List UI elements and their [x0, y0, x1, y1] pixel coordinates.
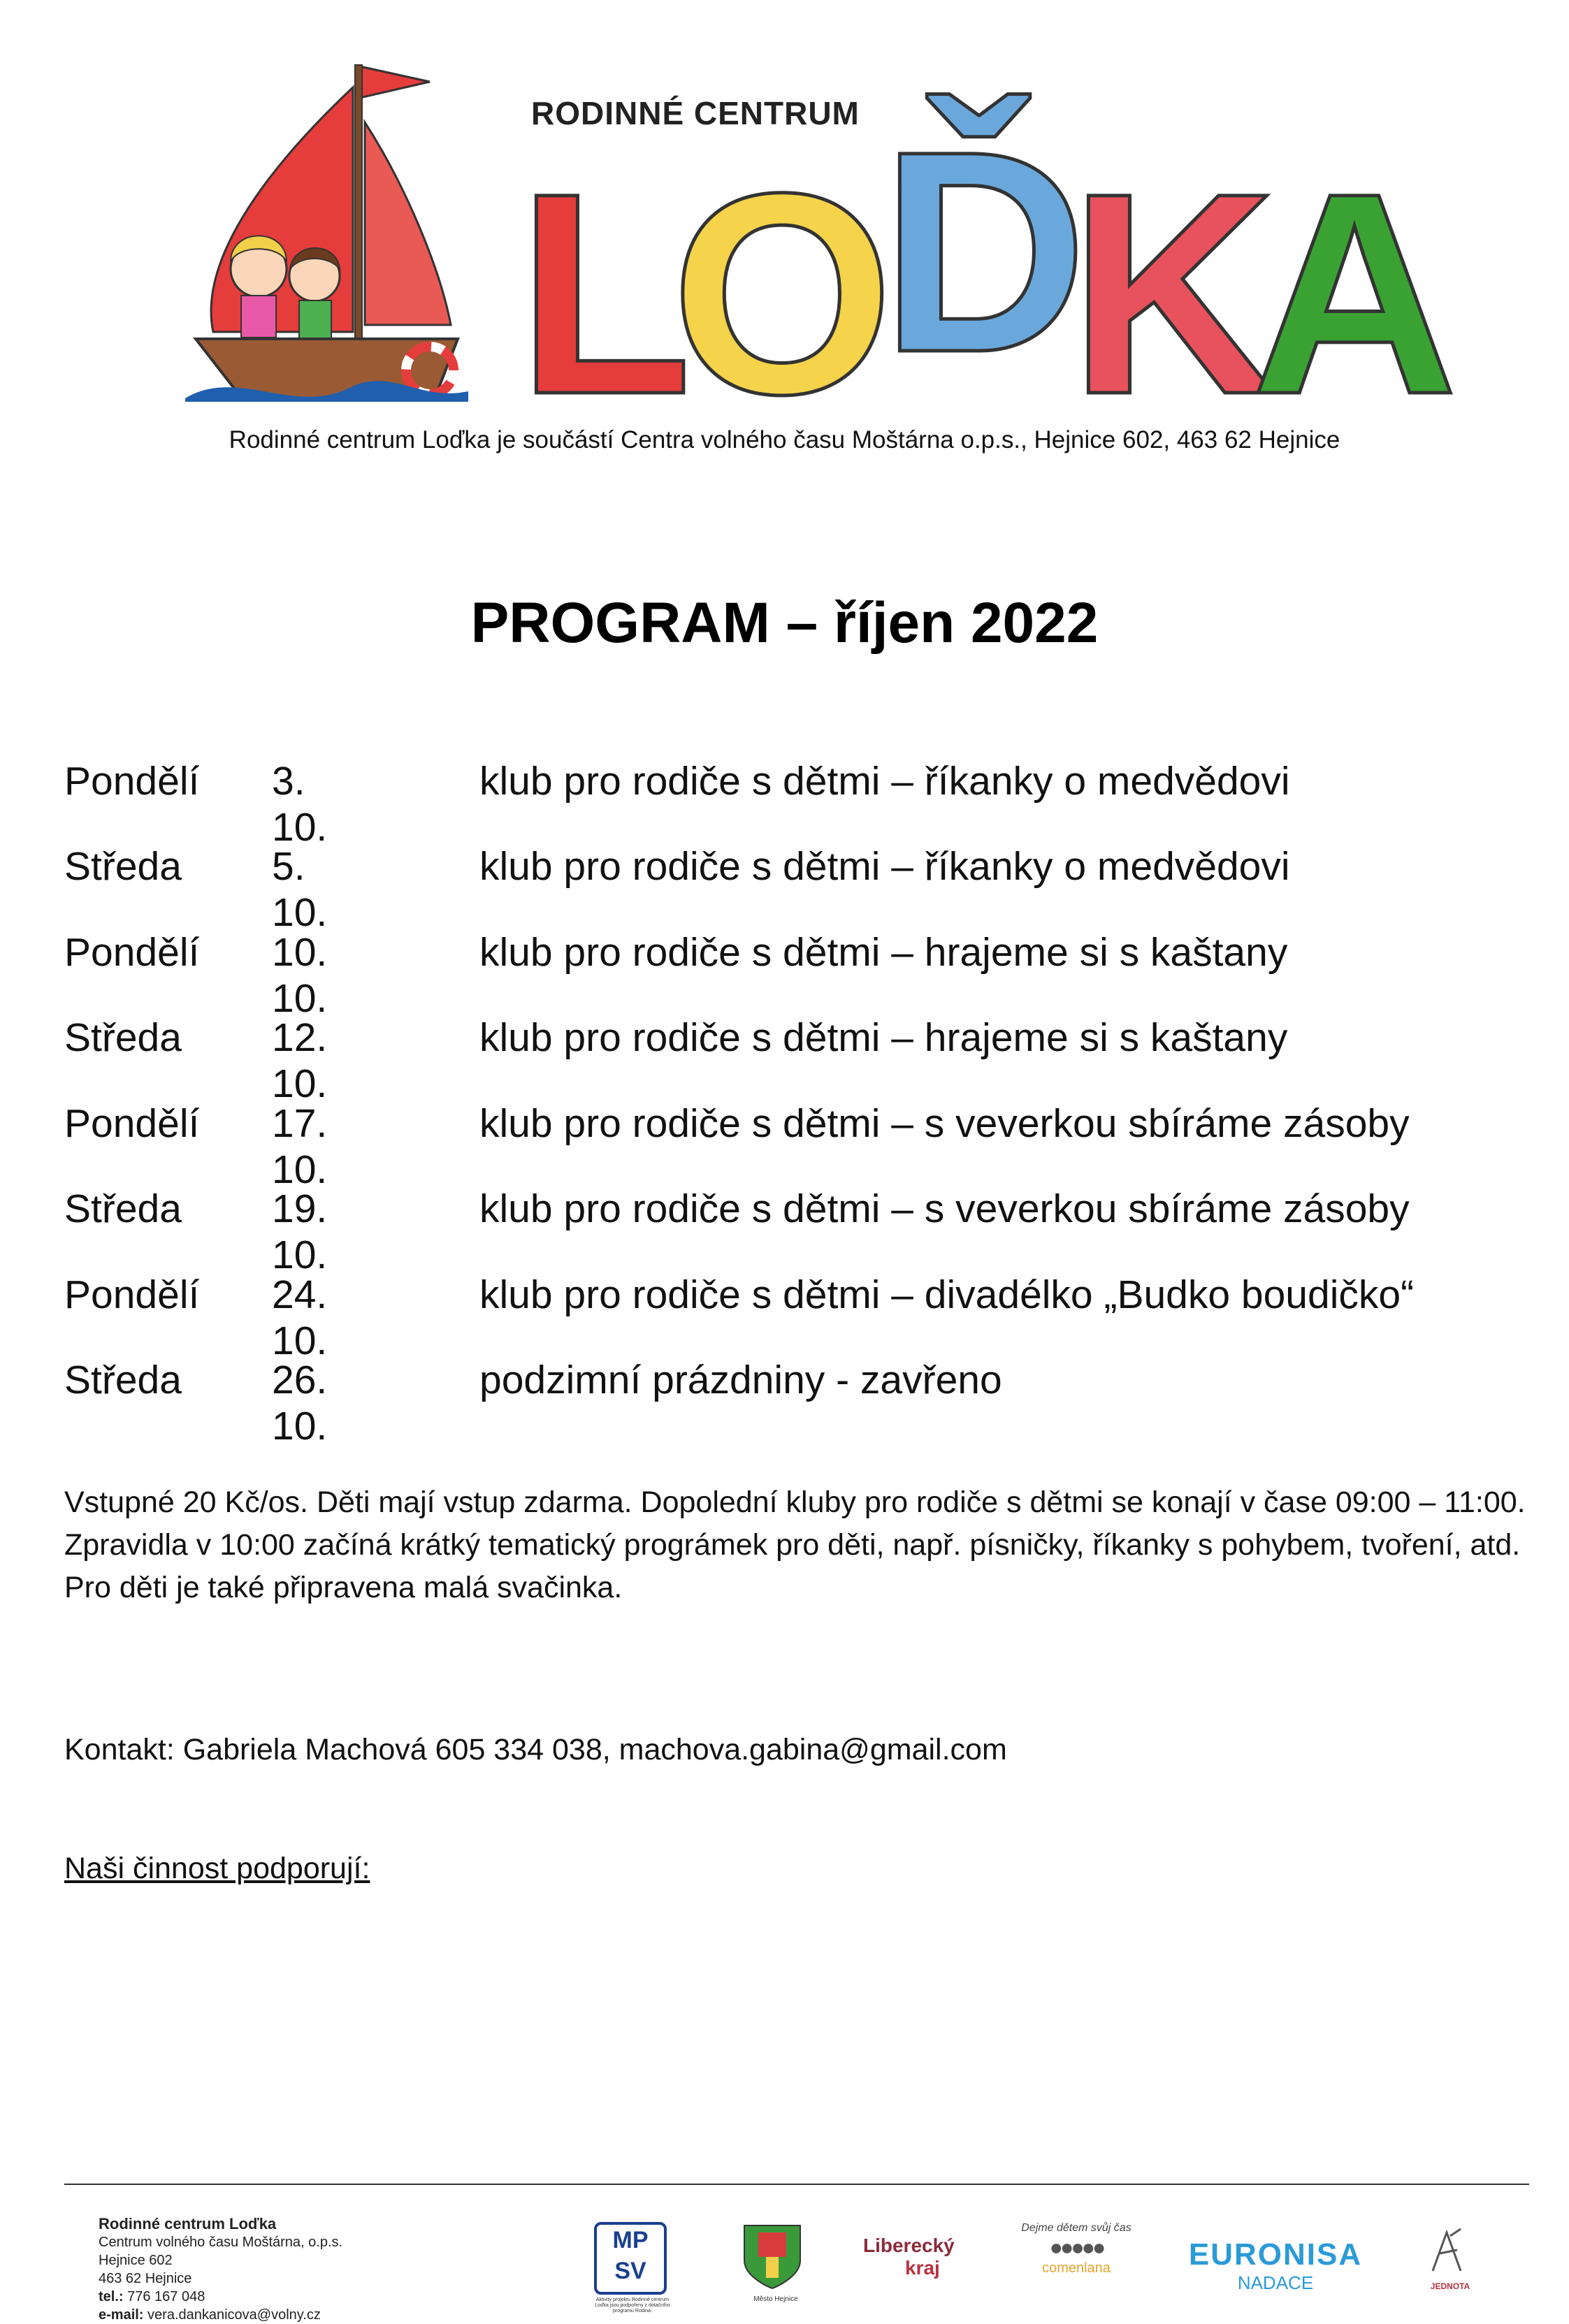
program-description: klub pro rodiče s dětmi – divadélko „Budko boudičko“ — [479, 1272, 1415, 1317]
program-date: 5. 10. — [272, 844, 328, 935]
footer-line1: Centrum volného času Moštárna, o.p.s. — [99, 2235, 343, 2250]
page-title: PROGRAM – říjen 2022 — [470, 591, 1099, 655]
support-heading: Naši činnost podporují: — [64, 1852, 370, 1885]
program-description: klub pro rodiče s dětmi – hrajeme si s kaštany — [479, 1015, 1288, 1060]
logo-letter-l: L — [517, 133, 688, 453]
program-date: 17. 10. — [272, 1101, 328, 1192]
program-date: 24. 10. — [272, 1272, 328, 1363]
program-date: 10. 10. — [272, 930, 328, 1021]
program-date: 26. 10. — [272, 1358, 328, 1448]
sponsor-hejnice-logo: Město Hejnice — [741, 2222, 811, 2306]
program-description: klub pro rodiče s dětmi – hrajeme si s kaštany — [479, 930, 1288, 975]
footer-divider — [64, 2184, 1529, 2185]
sailboat-illustration — [182, 38, 475, 402]
sponsor-liberecky-kraj-logo: Liberecký kraj — [863, 2235, 955, 2279]
program-day: Středa — [64, 1015, 182, 1060]
footer-org-name: Rodinné centrum Loďka — [99, 2215, 277, 2232]
logo-letter-d: Ď — [881, 92, 1084, 412]
subtitle: Rodinné centrum Loďka je součástí Centra volného času Moštárna o.p.s., Hejnice 602, 463 62 Hejnice — [229, 426, 1340, 453]
hejnice-crest-icon — [741, 2222, 804, 2292]
logo-letter-a: A — [1251, 133, 1454, 453]
program-day: Pondělí — [64, 1101, 200, 1146]
sponsor-comenius-logo: Dejme dětem svůj čas ●●●●● comenlana — [1013, 2222, 1139, 2306]
program-day: Pondělí — [64, 1272, 200, 1317]
footer-tel: tel.: 776 167 048 — [99, 2289, 205, 2304]
logo-letter-k: K — [1069, 133, 1273, 453]
program-day: Středa — [64, 844, 182, 889]
info-paragraph: Vstupné 20 Kč/os. Děti mají vstup zdarma. Dopolední kluby pro rodiče s dětmi se konají v čase 09:00 – 11:00. Zpravidla v 10:00 začíná krátký tematický prográmek pro děti, např. písničky, říkanky s pohybem, tvoření, atd. Pro děti je také připravena malá svačinka. — [64, 1486, 1526, 1604]
program-description: klub pro rodiče s dětmi – říkanky o medvědovi — [479, 844, 1290, 889]
program-date: 12. 10. — [272, 1015, 328, 1106]
children-icon: ●●●●● — [1049, 2235, 1104, 2260]
program-description: klub pro rodiče s dětmi – říkanky o medvědovi — [479, 759, 1290, 804]
program-day: Středa — [64, 1358, 182, 1402]
footer-address — [99, 2215, 342, 2324]
program-day: Středa — [64, 1186, 182, 1231]
footer-line2: Hejnice 602 — [99, 2253, 173, 2268]
footer-email: e-mail: vera.dankanicova@volny.cz — [99, 2307, 321, 2323]
jednota-emblem-icon — [1419, 2222, 1475, 2278]
footer-line3: 463 62 Hejnice — [99, 2271, 192, 2286]
contact-line: Kontakt: Gabriela Machová 605 334 038, machova.gabina@gmail.com — [64, 1733, 1007, 1766]
sponsor-mpsv-logo: MP SV Aktivity projektu Rodinné centrum Loďka jsou podpořeny z dotačního programu Rodina. — [594, 2222, 671, 2306]
program-description: podzimní prázdniny - zavřeno — [479, 1358, 1002, 1402]
program-description: klub pro rodiče s dětmi – s veverkou sbíráme zásoby — [479, 1101, 1410, 1146]
logo-small-text: RODINNÉ CENTRUM — [531, 95, 860, 131]
program-date: 3. 10. — [272, 759, 328, 850]
sponsor-euronisa-logo: EURONISA NADACE — [1188, 2237, 1363, 2293]
logo-letter-o: O — [671, 133, 890, 453]
program-date: 19. 10. — [272, 1186, 328, 1277]
program-day: Pondělí — [64, 930, 200, 975]
program-day: Pondělí — [64, 759, 200, 804]
program-description: klub pro rodiče s dětmi – s veverkou sbíráme zásoby — [479, 1186, 1410, 1231]
sponsor-jednota-logo: JEDNOTA — [1419, 2222, 1482, 2306]
